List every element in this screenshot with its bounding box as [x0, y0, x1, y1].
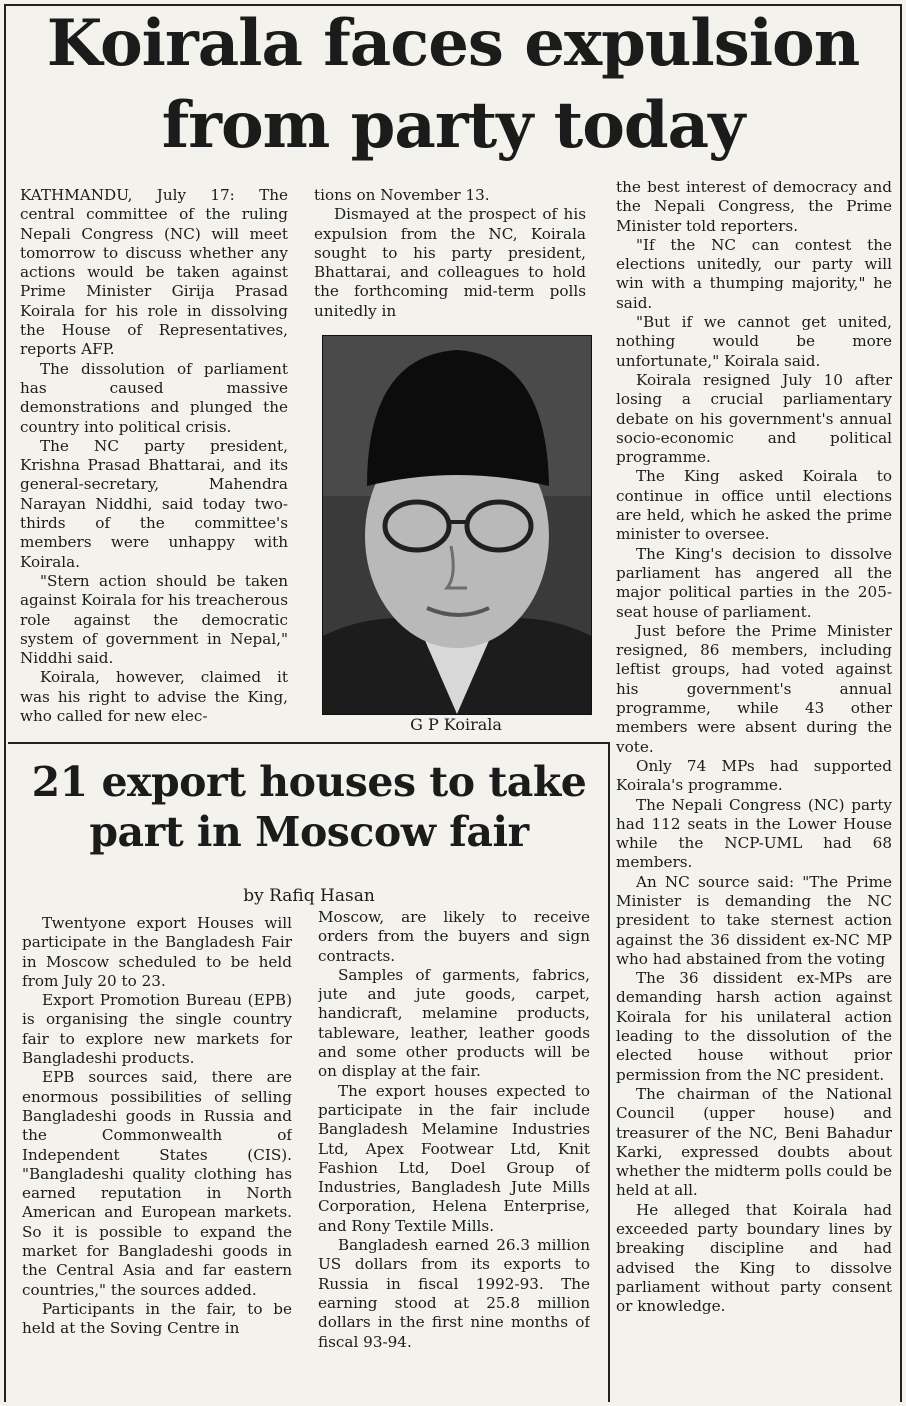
portrait-illustration [323, 336, 591, 714]
paragraph: "But if we cannot get united, nothing would be more unfortunate," Koirala said. [616, 313, 892, 370]
paragraph: "Stern action should be taken against Koirala for his treacherous role against the democratic system of government in Nepal," Niddhi said. [20, 571, 288, 668]
byline: by Rafiq Hasan [243, 886, 375, 906]
page-left-border [4, 4, 6, 1402]
story2-column-2 [318, 908, 590, 1398]
paragraph: Twentyone export Houses will participate in the Bangladesh Fair in Moscow scheduled to be held from July 20 to 23. [22, 914, 292, 990]
story1-column-3 [616, 178, 892, 1392]
paragraph: Dismayed at the prospect of his expulsion from the NC, Koirala sought to his party president, Bhattarai, and colleagues to hold the forthcoming mid-term polls unitedly in [314, 205, 586, 320]
page-right-border [900, 4, 902, 1402]
story1-headline-line2: from party today [161, 88, 745, 163]
paragraph: The export houses expected to participate in the fair include Bangladesh Melamine Industries Ltd, Apex Footwear Ltd, Knit Fashion Ltd, Doel Group of Industries, Bangladesh Jute Mills Corporation, Helena Enterprise, and Rony Textile Mills. [318, 1081, 590, 1235]
column-divider [608, 742, 610, 1402]
paragraph: tions on November 13. [314, 186, 490, 204]
koirala-photo [322, 335, 592, 715]
paragraph: Participants in the fair, to be held at the Soving Centre in [22, 1299, 292, 1338]
story2-column-1 [22, 914, 292, 1398]
paragraph: An NC source said: "The Prime Minister is demanding the NC president to take sternest action against the 36 dissident ex-NC MP who had abstained from the voting [616, 872, 892, 968]
story2-headline-line2: part in Moscow fair [89, 808, 529, 856]
paragraph: Bangladesh earned 26.3 million US dollars from its exports to Russia in fiscal 1992-93. The earning stood at 25.8 million dollars in the first nine months of fiscal 93-94. [318, 1236, 590, 1351]
paragraph: The dissolution of parliament has caused massive demonstrations and plunged the country into political crisis. [20, 359, 288, 436]
paragraph: The King asked Koirala to continue in office until elections are held, which he asked the prime minister to oversee. [616, 467, 892, 544]
paragraph: The NC party president, Krishna Prasad Bhattarai, and its general-secretary, Mahendra Narayan Niddhi, said today two-thirds of the committee's members were unhappy with Koirala. [20, 436, 288, 571]
paragraph: The King's decision to dissolve parliament has angered all the major political parties in the 205-seat house of parliament. [616, 544, 892, 621]
paragraph: "If the NC can contest the elections unitedly, our party will win with a thumping majority," he said. [616, 235, 892, 312]
story2-headline-line1: 21 export houses to take [31, 758, 587, 806]
paragraph: Koirala, however, claimed it was his right to advise the King, who called for new elec- [20, 668, 288, 726]
paragraph: Koirala resigned July 10 after losing a crucial parliamentary debate on his government's annual socio-economic and political programme. [616, 370, 892, 467]
paragraph: EPB sources said, there are enormous possibilities of selling Bangladeshi goods in Russia and the Commonwealth of Independent States (CIS). "Bangladeshi quality clothing has earned reputation in North American and European markets. So it is possible to expand the market for Bangladeshi goods in the Central Asia and far eastern countries," the sources added. [22, 1068, 292, 1299]
paragraph: Only 74 MPs had supported Koirala's programme. [616, 756, 892, 795]
story1-column-1 [20, 186, 288, 740]
paragraph: KATHMANDU, July 17: The central committee of the ruling Nepali Congress (NC) will meet tomorrow to discuss whether any actions would be taken against Prime Minister Girija Prasad Koirala for his role in dissolving the House of Representatives, reports AFP. [20, 186, 288, 359]
paragraph: Moscow, are likely to receive orders from the buyers and sign contracts. [318, 908, 590, 965]
photo-caption: G P Koirala [410, 715, 502, 734]
paragraph: Just before the Prime Minister resigned, 86 members, including leftist groups, had voted against his government's annual programme, while 43 other members were absent during the vote. [616, 621, 892, 756]
paragraph: The chairman of the National Council (upper house) and treasurer of the NC, Beni Bahadur Karki, expressed doubts about whether the midterm polls could be held at all. [616, 1084, 892, 1200]
paragraph: The Nepali Congress (NC) party had 112 seats in the Lower House while the NCP-UML had 68 members. [616, 795, 892, 872]
paragraph: Samples of garments, fabrics, jute and jute goods, carpet, handicraft, melamine products, tableware, leather, leather goods and some other products will be on display at the fair. [318, 965, 590, 1081]
paragraph: The 36 dissident ex-MPs are demanding harsh action against Koirala for his unilateral action leading to the dissolution of the elected house without prior permission from the NC president. [616, 969, 892, 1084]
paragraph: He alleged that Koirala had exceeded party boundary lines by breaking discipline and had advised the King to dissolve parliament without party consent or knowledge. [616, 1200, 892, 1316]
story1-column-2 [314, 186, 586, 322]
story1-headline-line1: Koirala faces expulsion [46, 6, 860, 81]
paragraph: the best interest of democracy and the Nepali Congress, the Prime Minister told reporters. [616, 178, 892, 235]
paragraph: Export Promotion Bureau (EPB) is organising the single country fair to explore new markets for Bangladeshi products. [22, 991, 292, 1068]
section-divider [8, 742, 608, 744]
